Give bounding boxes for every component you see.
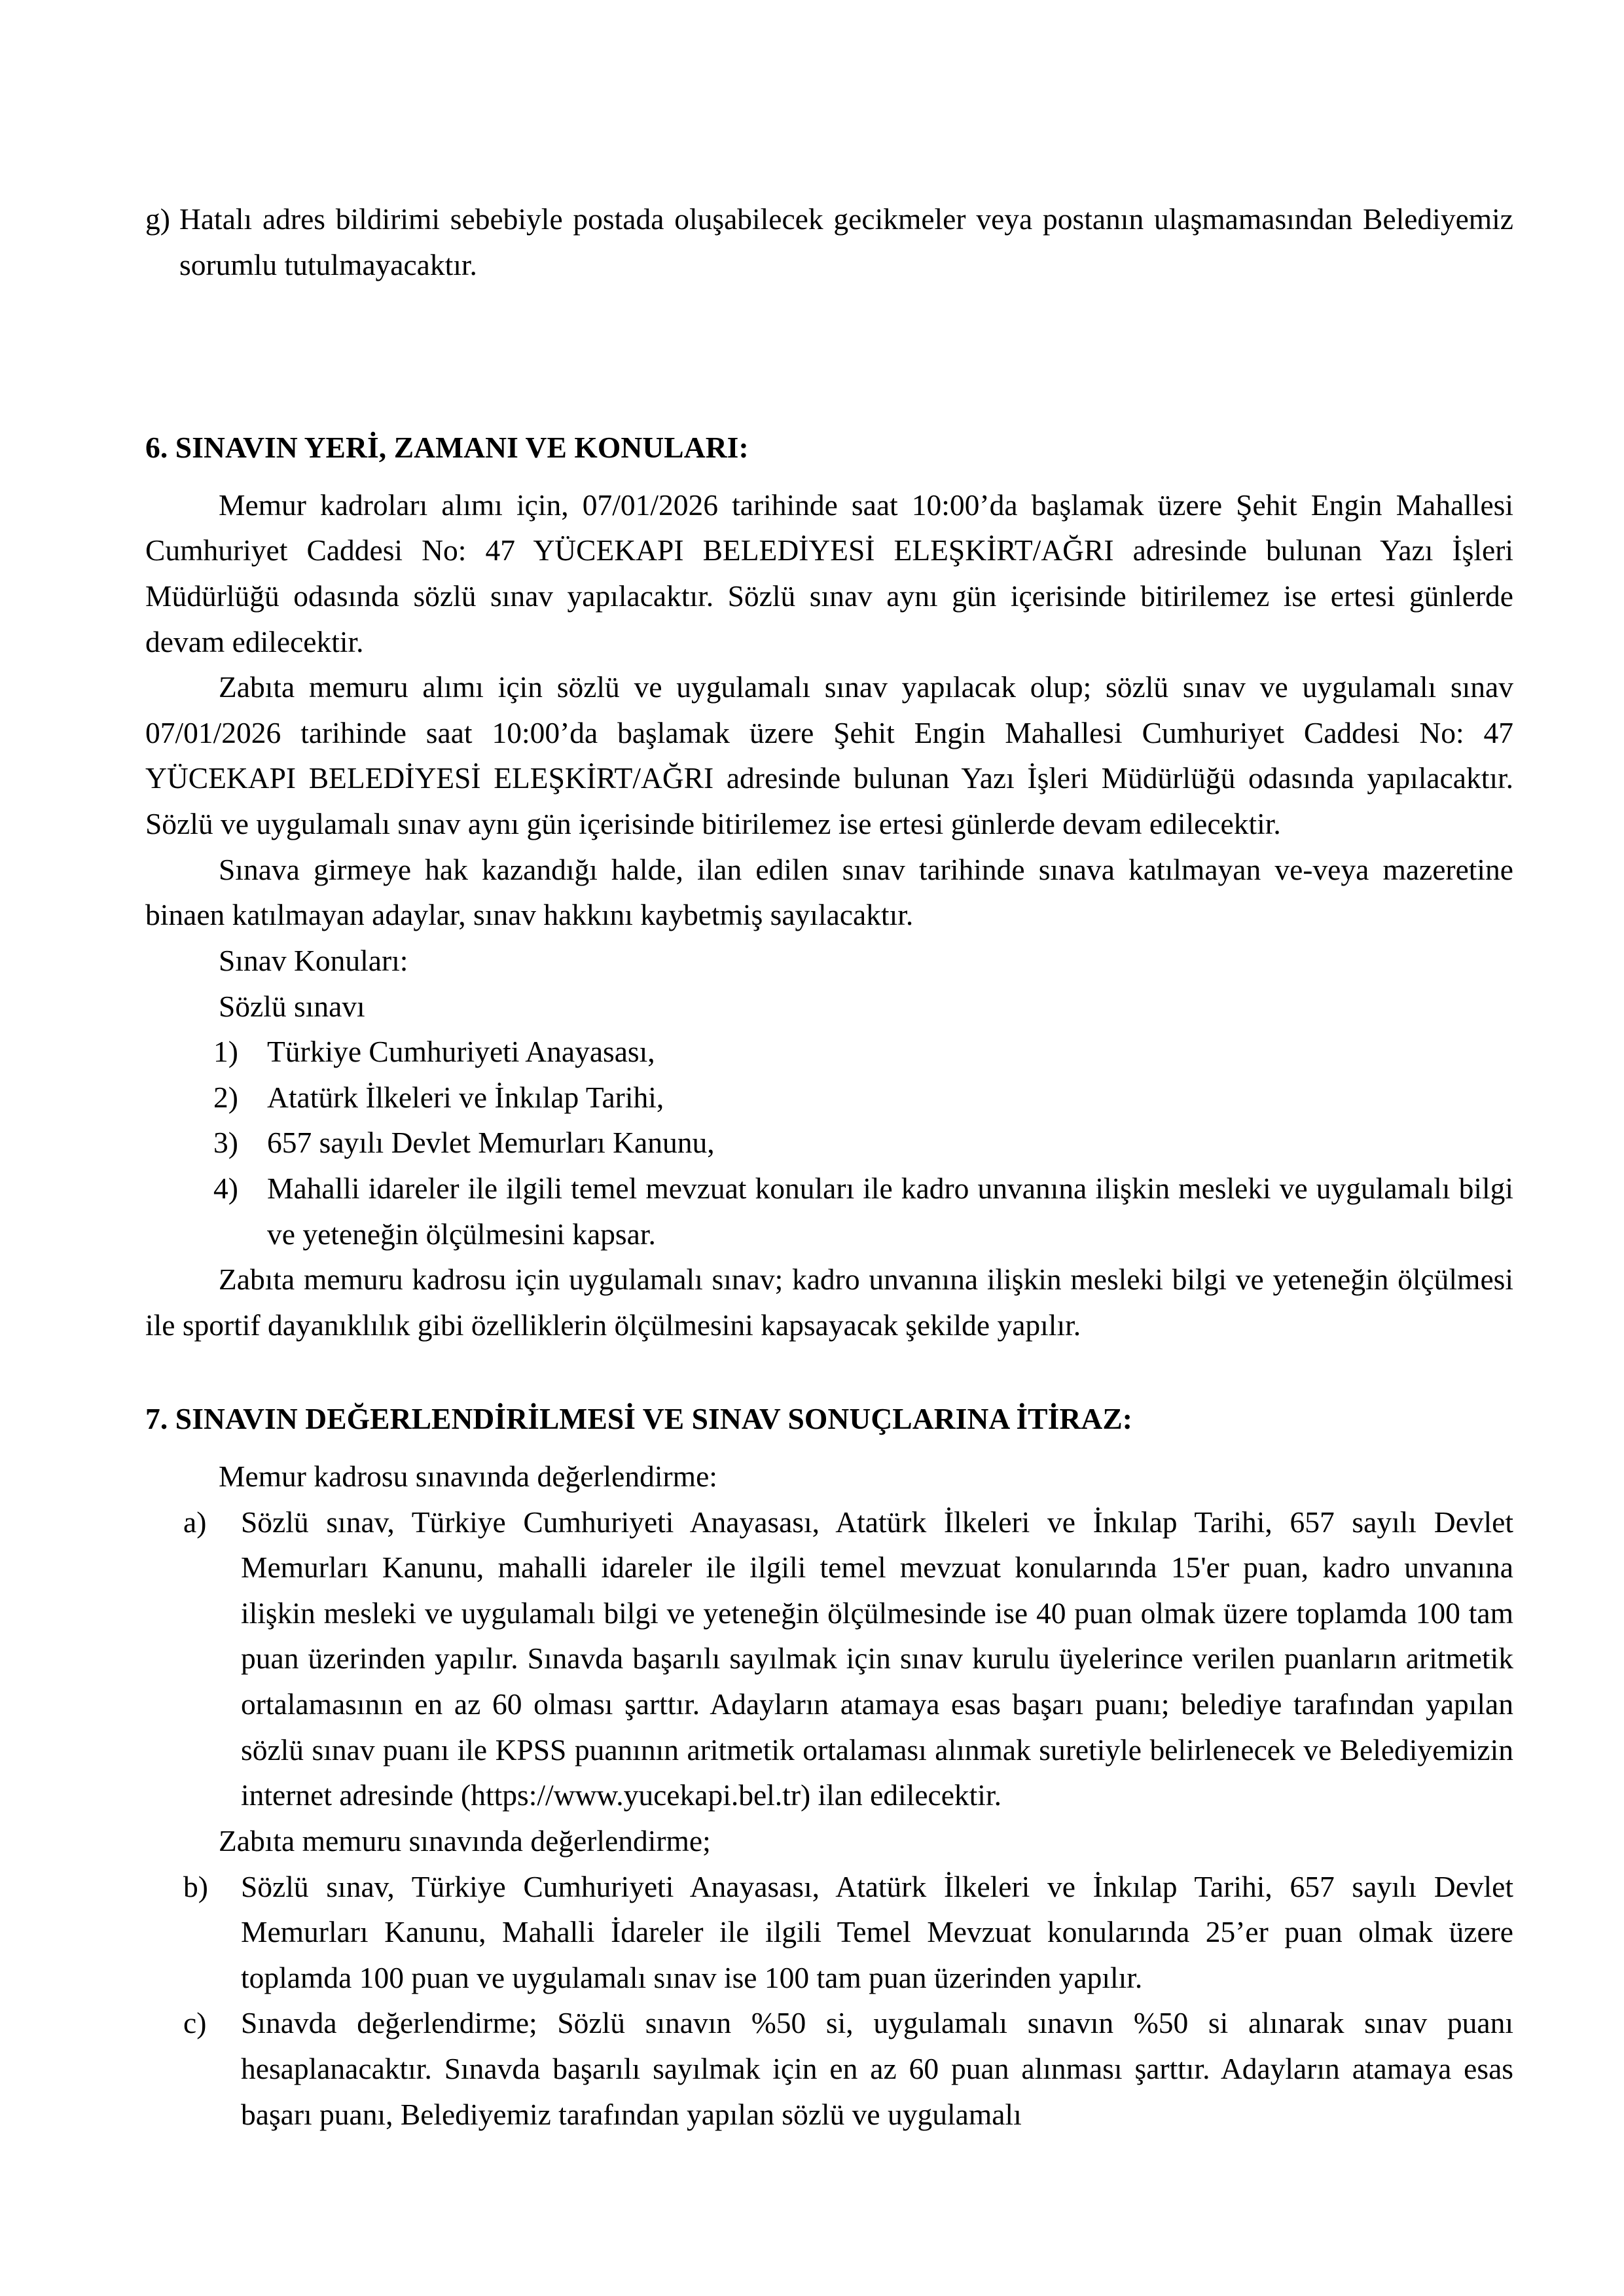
list-item-text-3: 657 sayılı Devlet Memurları Kanunu, (267, 1126, 715, 1160)
list-marker-3: 3) (213, 1126, 238, 1160)
list-item (145, 1120, 1513, 1166)
list-item-text-4: Mahalli idareler ile ilgili temel mevzuat konuları ile kadro unvanına ilişkin mesleki ve uygulamalı bilgi ve yeteneğin ölçülmesini kapsar. (267, 1171, 1513, 1251)
list-marker-4: 4) (213, 1171, 238, 1205)
memur-evaluation-label: Memur kadrosu sınavında değerlendirme: (219, 1460, 717, 1494)
heading-spacer (145, 471, 1513, 482)
section-7-heading: 7. SINAVIN DEĞERLENDİRİLMESİ VE SINAV SONUÇLARINA İTİRAZ: (145, 1402, 1133, 1436)
list-item-text-c: Sınavda değerlendirme; Sözlü sınavın %50 si, uygulamalı sınavın %50 si alınarak sınav puanı hesaplanacaktır. Sınavda başarılı sayılmak için en az 60 puan alınması şarttır. Adayların atamaya esas başarı puanı, Belediyemiz tarafından yapılan sözlü ve uygulamalı (241, 2006, 1513, 2131)
list-marker-g: g) (145, 202, 170, 236)
list-item (145, 196, 1513, 287)
list-marker-1: 1) (213, 1035, 238, 1069)
section-6-paragraph-3: Sınava girmeye hak kazandığı halde, ilan edilen sınav tarihinde sınava katılmayan ve-veya mazeretine binaen katılmayan adaylar, sınav hakkını kaybetmiş sayılacaktır. (145, 852, 1513, 932)
list-marker-a: a) (183, 1505, 207, 1539)
list-item-text-1: Türkiye Cumhuriyeti Anayasası, (267, 1035, 655, 1069)
list-item (145, 1075, 1513, 1121)
list-item-text-g: Hatalı adres bildirimi sebebiyle postada oluşabilecek gecikmeler veya postanın ulaşmamasından Belediyemiz sorumlu tutulmayacaktır. (179, 202, 1513, 281)
section-6-paragraph-2: Zabıta memuru alımı için sözlü ve uygulamalı sınav yapılacak olup; sözlü sınav ve uygulamalı sınav 07/01/2026 tarihinde saat 10:00’da başlamak üzere Şehit Engin Mahallesi Cumhuriyet Caddesi No: 47 YÜCEKAPI BELEDİYESİ ELEŞKİRT/AĞRI adresinde bulunan Yazı İşleri Müdürlüğü odasında yapılacaktır. Sözlü ve uygulamalı sınav aynı gün içerisinde bitirilemez ise ertesi günlerde devam edilecektir. (145, 670, 1513, 841)
section-6-paragraph-1: Memur kadroları alımı için, 07/01/2026 tarihinde saat 10:00’da başlamak üzere Şehit Engin Mahallesi Cumhuriyet Caddesi No: 47 YÜCEKAPI BELEDİYESİ ELEŞKİRT/AĞRI adresinde bulunan Yazı İşleri Müdürlüğü odasında sözlü sınav yapılacaktır. Sözlü sınav aynı gün içerisinde bitirilemez ise ertesi günlerde devam edilecektir. (145, 488, 1513, 658)
oral-exam-label: Sözlü sınavı (219, 989, 365, 1023)
section-6-closing-paragraph: Zabıta memuru kadrosu için uygulamalı sınav; kadro unvanına ilişkin mesleki bilgi ve yeteneğin ölçülmesi ile sportif dayanıklılık gibi özelliklerin ölçülmesini kapsayacak şekilde yapılır. (145, 1263, 1513, 1342)
list-item (145, 1029, 1513, 1075)
list-item-text-2: Atatürk İlkeleri ve İnkılap Tarihi, (267, 1080, 664, 1114)
list-item (145, 1166, 1513, 1257)
list-item (145, 2000, 1513, 2137)
list-marker-2: 2) (213, 1080, 238, 1114)
zabita-evaluation-label: Zabıta memuru sınavında değerlendirme; (219, 1823, 711, 1857)
list-item-text-a: Sözlü sınav, Türkiye Cumhuriyeti Anayasası, Atatürk İlkeleri ve İnkılap Tarihi, 657 sayılı Devlet Memurları Kanunu, mahalli idareler ile ilgili temel mevzuat konularında 15'er puan, kadro unvanına ilişkin mesleki ve uygulamalı bilgi ve yeteneğin ölçülmesinde ise 40 puan olmak üzere toplamda 100 tam puan üzerinden yapılır. Sınavda başarılı sayılmak için sınav kurulu üyelerince verilen puanların aritmetik ortalamasının en az 60 olması şarttır. Adayların atamaya esas başarı puanı; belediye tarafından yapılan sözlü sınav puanı ile KPSS puanının aritmetik ortalaması alınmak suretiyle belirlenecek ve Belediyemizin internet adresinde (https://www.yucekapi.bel.tr) ilan edilecektir. (241, 1505, 1513, 1812)
list-item (145, 1499, 1513, 1818)
list-marker-b: b) (183, 1869, 208, 1903)
list-item-text-b: Sözlü sınav, Türkiye Cumhuriyeti Anayasası, Atatürk İlkeleri ve İnkılap Tarihi, 657 sayılı Devlet Memurları Kanunu, Mahalli İdareler ile ilgili Temel Mevzuat konularında 25’er puan olmak üzere toplamda 100 puan ve uygulamalı sınav ise 100 tam puan üzerinden yapılır. (241, 1869, 1513, 1994)
list-item (145, 1864, 1513, 2001)
page-content (145, 196, 1513, 2137)
heading-spacer (145, 1442, 1513, 1454)
section-6-heading: 6. SINAVIN YERİ, ZAMANI VE KONULARI: (145, 431, 749, 465)
section-spacer (145, 287, 1513, 425)
subjects-label: Sınav Konuları: (219, 943, 408, 977)
section-spacer (145, 1348, 1513, 1396)
list-marker-c: c) (183, 2006, 207, 2040)
